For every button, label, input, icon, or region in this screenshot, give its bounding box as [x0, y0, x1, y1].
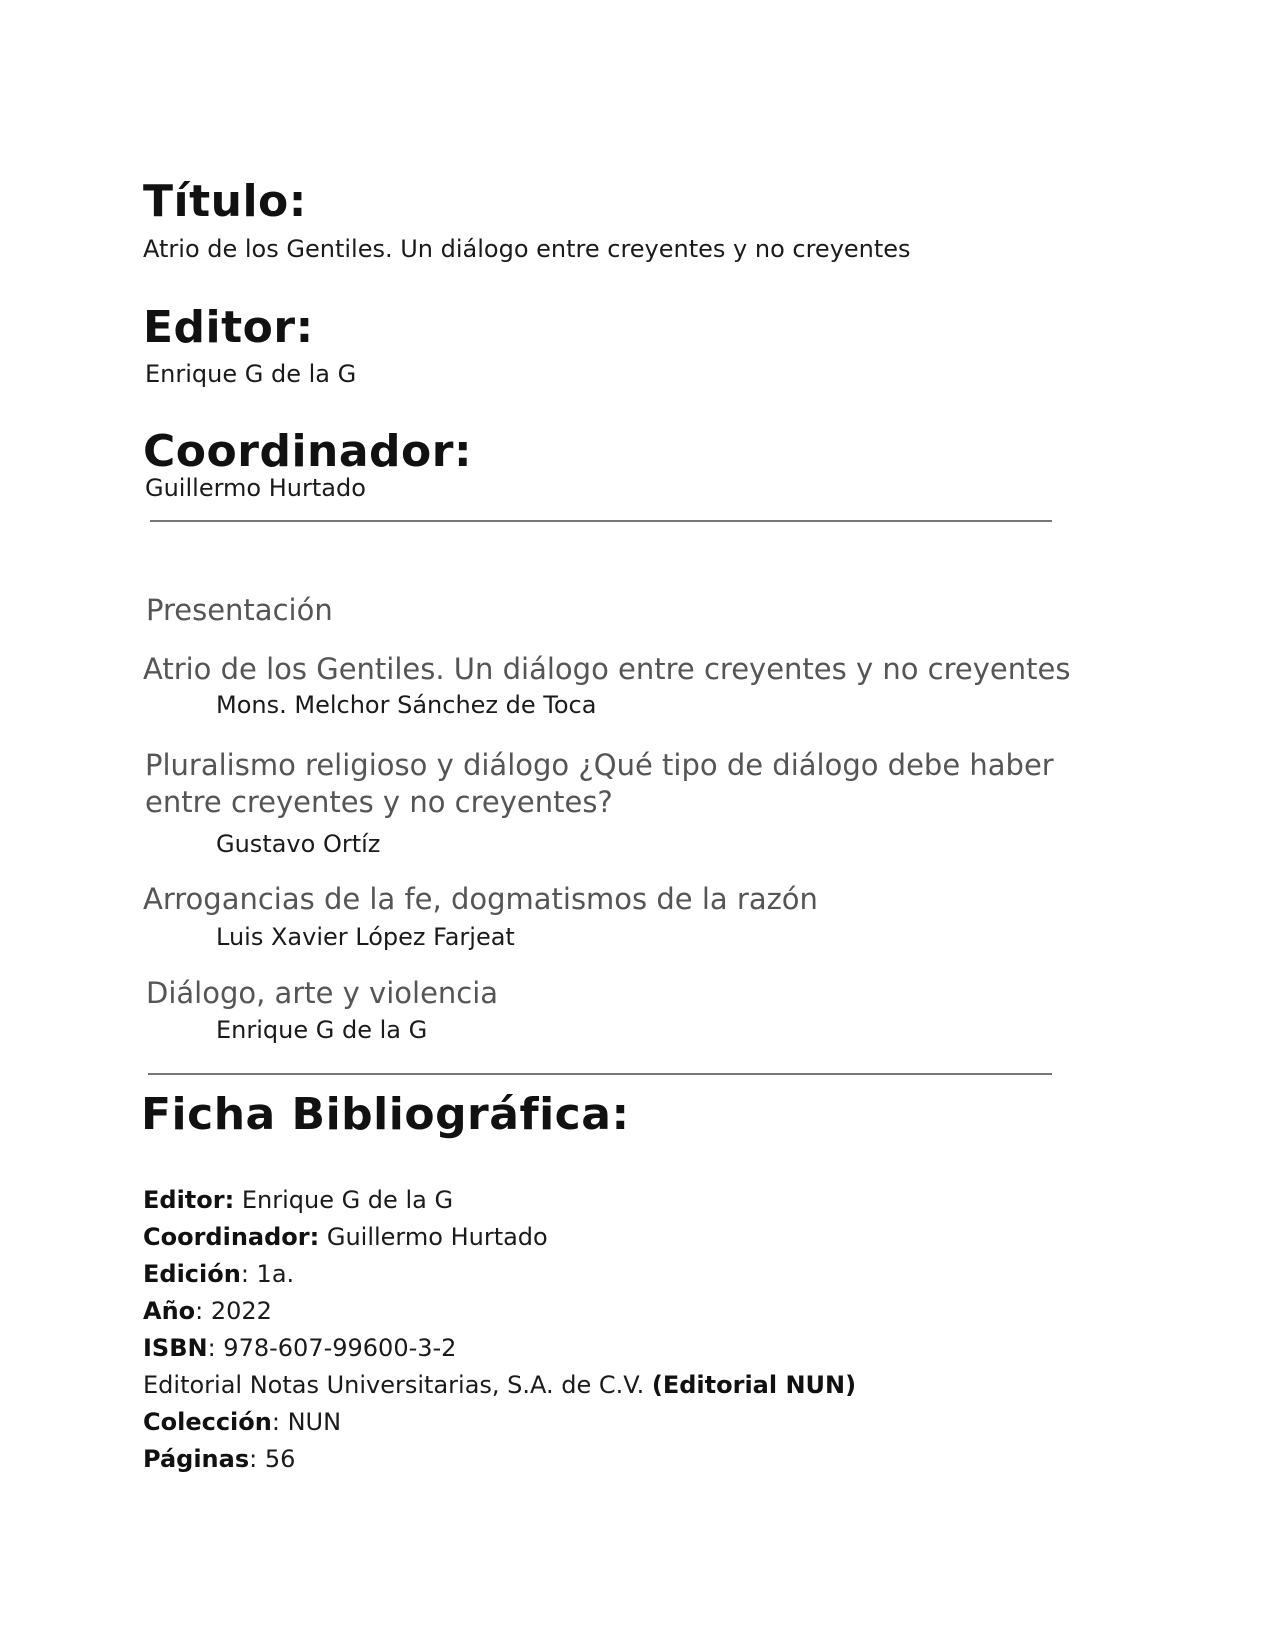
biblio-editor-label: Editor: [143, 1186, 235, 1214]
biblio-coleccion-label: Colección [143, 1408, 272, 1436]
biblio-coleccion-value: : NUN [271, 1408, 342, 1436]
biblio-isbn-value: : 978-607-99600-3-2 [207, 1334, 457, 1362]
biblio-paginas-value: : 56 [249, 1445, 296, 1473]
biblio-publisher-label: (Editorial NUN) [651, 1371, 857, 1399]
titulo-heading: Título: [143, 176, 307, 227]
biblio-coordinador-label: Coordinador: [143, 1223, 320, 1251]
biblio-anio-value: : 2022 [195, 1297, 272, 1325]
biblio-coleccion-line [143, 1408, 341, 1436]
biblio-coordinador-value: Guillermo Hurtado [319, 1223, 548, 1251]
coordinador-heading: Coordinador: [143, 426, 473, 477]
toc-presentacion: Presentación [146, 593, 333, 627]
biblio-coordinador-line [143, 1223, 548, 1251]
toc-entry-3-author: Luis Xavier López Farjeat [216, 923, 515, 951]
divider-bottom [148, 1073, 1052, 1075]
biblio-anio-label: Año [143, 1297, 196, 1325]
biblio-isbn-line [143, 1334, 456, 1362]
biblio-edicion-label: Edición [143, 1260, 241, 1288]
toc-entry-2-author: Gustavo Ortíz [216, 830, 381, 858]
biblio-heading: Ficha Bibliográfica: [141, 1089, 630, 1140]
coordinador-value: Guillermo Hurtado [145, 474, 366, 502]
biblio-isbn-label: ISBN [143, 1334, 208, 1362]
toc-entry-4-author: Enrique G de la G [216, 1016, 428, 1044]
biblio-edicion-line [143, 1260, 294, 1288]
biblio-anio-line [143, 1297, 272, 1325]
toc-entry-3-title: Arrogancias de la fe, dogmatismos de la razón [143, 882, 818, 916]
biblio-editor-line [143, 1186, 453, 1214]
biblio-editor-value: Enrique G de la G [234, 1186, 454, 1214]
editor-heading: Editor: [143, 302, 314, 353]
biblio-publisher-line [143, 1371, 856, 1399]
toc-entry-1-title: Atrio de los Gentiles. Un diálogo entre creyentes y no creyentes [143, 652, 1071, 686]
toc-entry-4-title: Diálogo, arte y violencia [146, 976, 499, 1010]
titulo-value: Atrio de los Gentiles. Un diálogo entre creyentes y no creyentes [143, 235, 911, 263]
toc-entry-2-title-line2: entre creyentes y no creyentes? [145, 785, 613, 819]
biblio-paginas-line [143, 1445, 295, 1473]
editor-value: Enrique G de la G [145, 360, 357, 388]
biblio-edicion-value: : 1a. [240, 1260, 295, 1288]
toc-entry-1-author: Mons. Melchor Sánchez de Toca [216, 691, 597, 719]
biblio-publisher-value: Editorial Notas Universitarias, S.A. de C.V. [143, 1371, 652, 1399]
toc-entry-2-title-line1: Pluralismo religioso y diálogo ¿Qué tipo de diálogo debe haber [145, 748, 1054, 782]
biblio-paginas-label: Páginas [143, 1445, 250, 1473]
divider-top [150, 520, 1052, 522]
